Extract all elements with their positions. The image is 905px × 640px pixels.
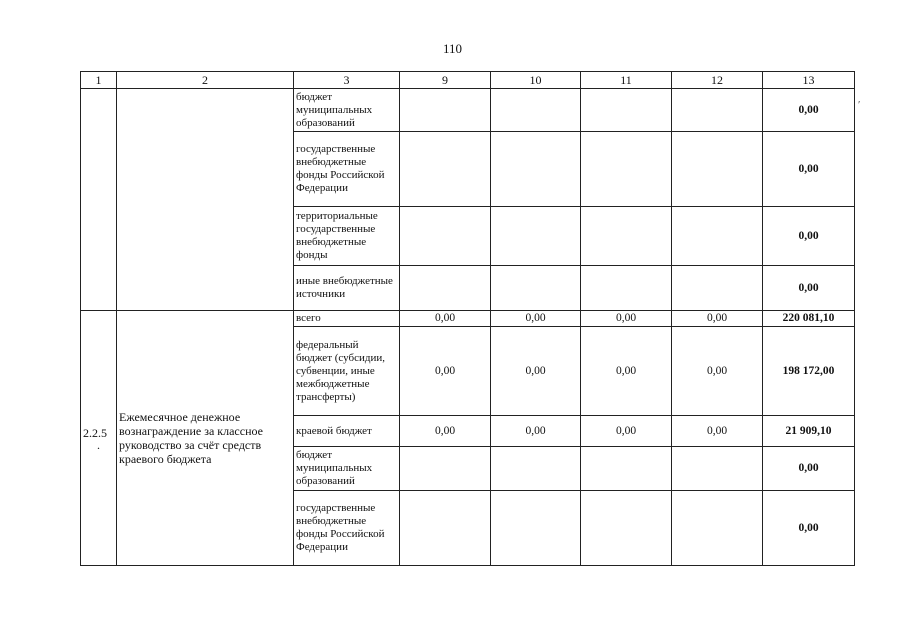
value-col-12 [672, 491, 763, 566]
header-col-13: 13 [763, 72, 855, 89]
funding-source: всего [294, 311, 400, 327]
value-col-9: 0,00 [400, 327, 491, 416]
page-number: 110 [442, 41, 463, 56]
value-total: 0,00 [763, 447, 855, 491]
value-col-10 [491, 266, 581, 311]
value-col-9 [400, 491, 491, 566]
item-description-cell [117, 89, 294, 311]
value-col-11 [581, 89, 672, 132]
value-total: 198 172,00 [763, 327, 855, 416]
header-col-12: 12 [672, 72, 763, 89]
table-row [81, 89, 855, 132]
value-col-11: 0,00 [581, 416, 672, 447]
header-col-11: 11 [581, 72, 672, 89]
value-col-11 [581, 491, 672, 566]
funding-source: бюджет муниципальных образований [294, 447, 400, 491]
value-total: 0,00 [763, 132, 855, 207]
value-col-10 [491, 207, 581, 266]
value-col-10: 0,00 [491, 416, 581, 447]
value-col-9: 0,00 [400, 416, 491, 447]
value-col-11: 0,00 [581, 311, 672, 327]
value-total: 0,00 [763, 491, 855, 566]
value-col-12: 0,00 [672, 416, 763, 447]
header-col-1: 1 [81, 72, 117, 89]
value-col-12 [672, 89, 763, 132]
header-row [81, 72, 855, 89]
value-col-9 [400, 89, 491, 132]
value-total: 0,00 [763, 89, 855, 132]
value-col-12 [672, 207, 763, 266]
value-col-11 [581, 447, 672, 491]
budget-table [80, 71, 855, 566]
header-col-10: 10 [491, 72, 581, 89]
value-col-9 [400, 207, 491, 266]
value-col-12 [672, 132, 763, 207]
value-col-12 [672, 266, 763, 311]
value-col-10 [491, 89, 581, 132]
value-col-11 [581, 266, 672, 311]
table-row [81, 311, 855, 327]
value-col-9 [400, 447, 491, 491]
stray-mark: ′ [858, 99, 861, 111]
funding-source: территориальные государственные внебюджетные фонды [294, 207, 400, 266]
item-description: Ежемесячное денежное вознаграждение за классное руководство за счёт средств краевого бюджета [117, 311, 294, 566]
funding-source: краевой бюджет [294, 416, 400, 447]
value-total: 220 081,10 [763, 311, 855, 327]
header-col-3: 3 [294, 72, 400, 89]
funding-source: федеральный бюджет (субсидии, субвенции, иные межбюджетные трансферты) [294, 327, 400, 416]
value-col-9 [400, 266, 491, 311]
funding-source: иные внебюджетные источники [294, 266, 400, 311]
value-col-11: 0,00 [581, 327, 672, 416]
value-col-10: 0,00 [491, 327, 581, 416]
value-col-11 [581, 207, 672, 266]
value-col-9 [400, 132, 491, 207]
header-col-9: 9 [400, 72, 491, 89]
value-col-11 [581, 132, 672, 207]
value-total: 0,00 [763, 207, 855, 266]
header-col-2: 2 [117, 72, 294, 89]
value-col-9: 0,00 [400, 311, 491, 327]
value-col-10 [491, 447, 581, 491]
value-col-10 [491, 491, 581, 566]
value-total: 21 909,10 [763, 416, 855, 447]
item-number-cell [81, 89, 117, 311]
value-col-10: 0,00 [491, 311, 581, 327]
value-total: 0,00 [763, 266, 855, 311]
value-col-12 [672, 447, 763, 491]
item-number-cell [81, 311, 117, 566]
funding-source: государственные внебюджетные фонды Российской Федерации [294, 491, 400, 566]
value-col-10 [491, 132, 581, 207]
item-number: 2.2.5 [83, 425, 107, 440]
item-number-dot: . [97, 437, 100, 452]
value-col-12: 0,00 [672, 311, 763, 327]
funding-source: государственные внебюджетные фонды Российской Федерации [294, 132, 400, 207]
funding-source: бюджет муниципальных образований [294, 89, 400, 132]
value-col-12: 0,00 [672, 327, 763, 416]
